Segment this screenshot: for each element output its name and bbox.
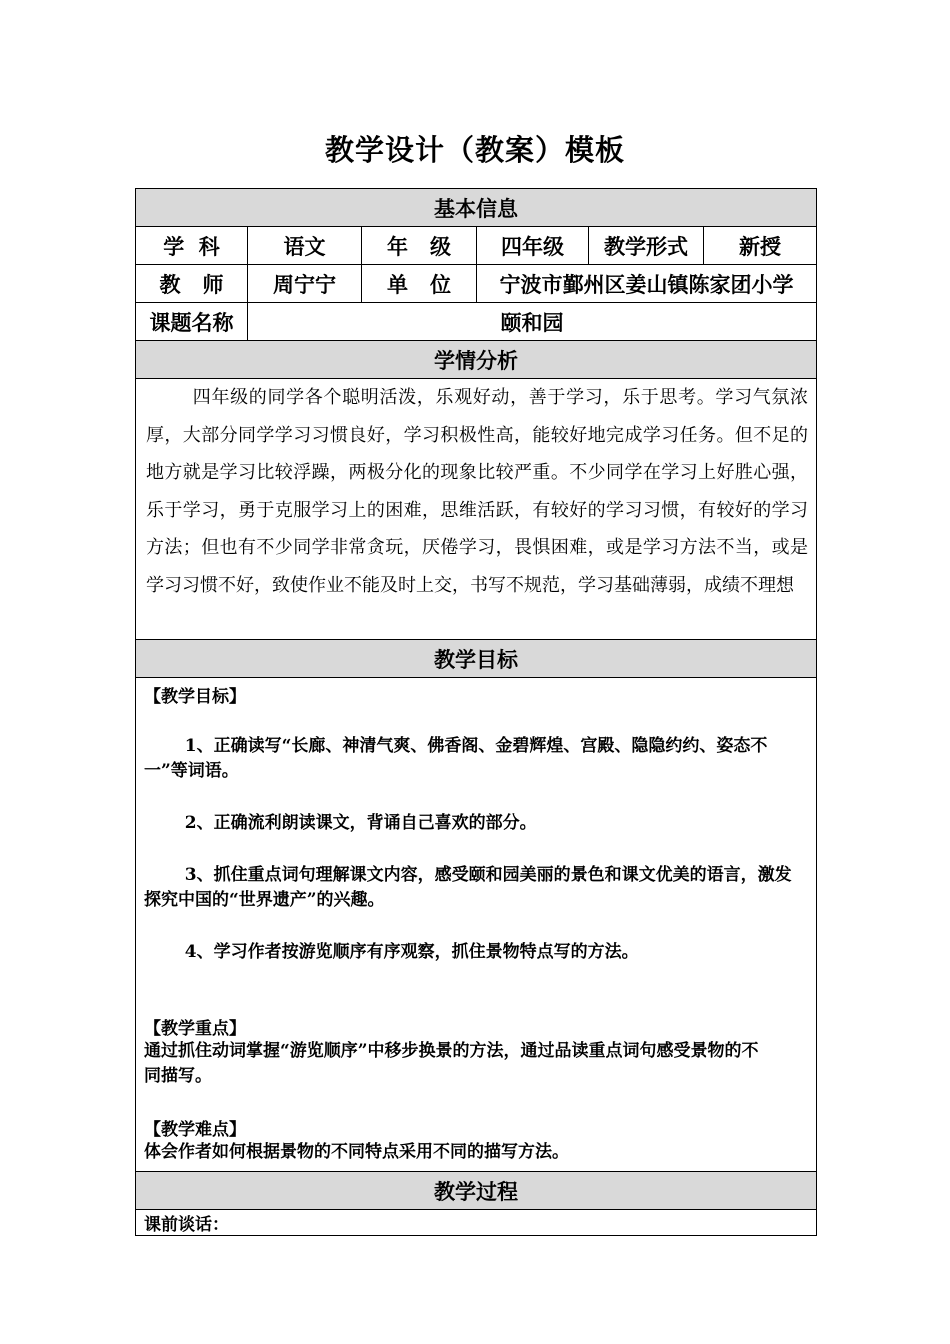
goals-section (136, 678, 817, 1172)
pre-talk-label: 课前谈话： (136, 1210, 817, 1236)
unit-label: 单 位 (362, 265, 477, 303)
goal-item: 4、学习作者按游览顺序有序观察，抓住景物特点写的方法。 (184, 942, 639, 962)
analysis-header: 学情分析 (136, 341, 817, 379)
form-value: 新授 (704, 227, 817, 265)
goals-header: 教学目标 (136, 640, 817, 678)
subject-value: 语文 (248, 227, 362, 265)
goals-label: 【教学目标】 (144, 687, 246, 707)
teacher-value: 周宁宁 (248, 265, 362, 303)
key-points-label: 【教学重点】 (144, 1019, 246, 1039)
process-header: 教学过程 (136, 1172, 817, 1210)
lesson-plan-table (135, 188, 817, 1236)
page-title: 教学设计（教案）模板 (324, 133, 625, 167)
goal-item: 3、抓住重点词句理解课文内容，感受颐和园美丽的景色和课文优美的语言，激发探究中国的“世界遗产”的兴趣。 (144, 865, 792, 910)
form-label: 教学形式 (589, 227, 704, 265)
grade-value: 四年级 (477, 227, 589, 265)
goal-item: 1、正确读写“长廊、神清气爽、佛香阁、金碧辉煌、宫殿、隐隐约约、姿态不一”等词语。 (144, 736, 768, 781)
topic-label: 课题名称 (136, 303, 248, 341)
teacher-label: 教 师 (136, 265, 248, 303)
unit-value: 宁波市鄞州区姜山镇陈家团小学 (477, 265, 817, 303)
subject-label: 学 科 (136, 227, 248, 265)
goal-item: 2、正确流利朗读课文，背诵自己喜欢的部分。 (184, 813, 537, 833)
difficulty-label: 【教学难点】 (144, 1120, 246, 1140)
grade-label: 年 级 (362, 227, 477, 265)
analysis-text: 四年级的同学各个聪明活泼，乐观好动，善于学习，乐于思考。学习气氛浓厚，大部分同学学习习惯良好，学习积极性高，能较好地完成学习任务。但不足的地方就是学习比较浮躁，两极分化的现象比较严重。不少同学在学习上好胜心强，乐于学习，勇于克服学习上的困难，思维活跃，有较好的学习习惯，有较好的学习方法；但也有不少同学非常贪玩，厌倦学习，畏惧困难，或是学习方法不当，或是学习习惯不好，致使作业不能及时上交，书写不规范，学习基础薄弱，成绩不理想 (136, 379, 817, 640)
basic-info-header: 基本信息 (136, 189, 817, 227)
key-points-text: 通过抓住动词掌握“游览顺序”中移步换景的方法，通过品读重点词句感受景物的不同描写。 (144, 1041, 759, 1086)
topic-value: 颐和园 (248, 303, 817, 341)
difficulty-text: 体会作者如何根据景物的不同特点采用不同的描写方法。 (144, 1142, 569, 1162)
